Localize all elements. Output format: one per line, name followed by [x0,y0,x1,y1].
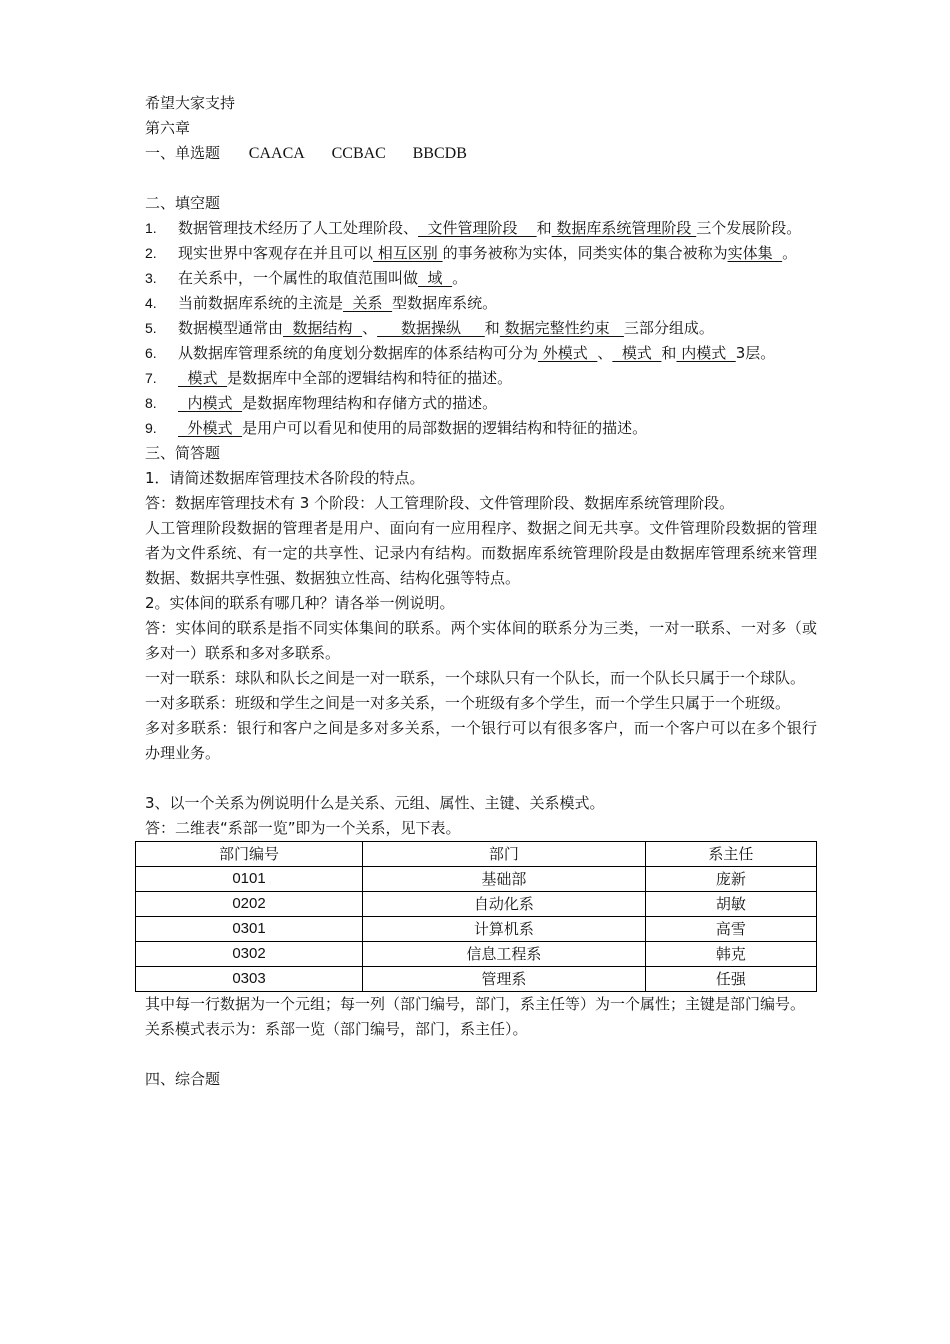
answer-blank: 数据操纵 [377,319,485,337]
item-number: 2. [145,245,157,261]
item-text [178,216,817,241]
table-header-row [136,842,817,867]
answer-2: 答：实体间的联系是指不同实体集间的联系。两个实体间的联系分为三类，一对一联系、一对多（或多对一）联系和多对多联系。 [145,619,817,662]
item-number: 4. [145,295,157,311]
answer-blank: 数据库系统管理阶段 [551,219,697,237]
item-text-segment: 是用户可以看见和使用的局部数据的逻辑结构和特征的描述。 [242,419,648,437]
answer-blank: 内模式 [676,344,736,362]
mcq-answer-group: CCBAC [331,145,386,162]
item-text-segment: 三部分组成。 [623,319,714,337]
fill-blank-item [145,241,817,266]
table-cell: 任强 [645,967,816,992]
table-row [136,942,817,967]
support-line: 希望大家支持 [145,94,236,112]
table-cell: 0302 [136,942,363,967]
item-number: 9. [145,420,157,436]
table-explanation: 其中每一行数据为一个元组；每一列（部门编号，部门，系主任等）为一个属性；主键是部门编号。 [145,995,806,1013]
table-header-cell: 部门编号 [136,842,363,867]
answer-blank: 外模式 [538,344,598,362]
table-header-cell: 部门 [363,842,646,867]
answer-blank: 关系 [343,294,393,312]
item-text-segment: 、 [597,344,613,362]
item-text [178,366,817,391]
comprehensive-title: 四、综合题 [145,1070,221,1088]
item-text-segment: 当前数据库系统的主流是 [178,294,344,312]
item-text [178,241,817,266]
table-cell: 管理系 [363,967,646,992]
answer-3: 答：二维表“系部一览”即为一个关系，见下表。 [145,819,461,837]
answer-blank: 模式 [612,344,662,362]
answer-blank: 外模式 [178,419,243,437]
fill-blank-list [145,216,817,441]
table-row [136,892,817,917]
item-text [178,341,817,366]
item-text [178,316,817,341]
item-number: 5. [145,320,157,336]
item-text-segment: 的事务被称为实体，同类实体的集合被称为 [442,244,728,262]
item-text-segment: 型数据库系统。 [392,294,498,312]
item-text-segment: 从数据库管理系统的角度划分数据库的体系结构可分为 [178,344,539,362]
answer-blank: 数据完整性约束 [499,319,624,337]
item-text [178,391,817,416]
item-text [178,266,817,291]
fill-blank-item [145,291,817,316]
mcq-section [145,141,817,166]
answer-blank: 模式 [178,369,228,387]
item-text-segment: 。 [452,269,468,287]
fill-blank-title: 二、填空题 [145,194,221,212]
table-cell: 计算机系 [363,917,646,942]
fill-blank-item [145,216,817,241]
item-text-segment: 三个发展阶段。 [696,219,802,237]
item-text-segment: 是数据库物理结构和存储方式的描述。 [242,394,498,412]
chapter-title: 第六章 [145,119,191,137]
item-text [178,416,817,441]
table-row [136,867,817,892]
table-row [136,917,817,942]
table-cell: 信息工程系 [363,942,646,967]
item-number: 6. [145,345,157,361]
item-text-segment: 数据模型通常由 [178,319,284,337]
item-text-segment: 是数据库中全部的逻辑结构和特征的描述。 [227,369,513,387]
item-text-segment: 3层。 [735,344,776,362]
answer-1-body: 人工管理阶段数据的管理者是用户、面向有一应用程序、数据之间无共享。文件管理阶段数据的管理者为文件系统、有一定的共享性、记录内有结构。而数据库系统管理阶段是由数据库管理系统来管理数据、数据共享性强、数据独立性高、结构化强等特点。 [145,519,817,587]
fill-blank-item [145,416,817,441]
mcq-answer-group: BBCDB [412,145,467,162]
item-text [178,291,817,316]
question-1: 1．请简述数据库管理技术各阶段的特点。 [145,469,425,487]
answer-blank: 内模式 [178,394,243,412]
answer-blank: 实体集 [727,244,783,262]
table-cell: 韩克 [645,942,816,967]
many-to-many-example: 多对多联系：银行和客户之间是多对多关系，一个银行可以有很多客户，而一个客户可以在多个银行办理业务。 [145,719,817,762]
table-cell: 庞新 [645,867,816,892]
fill-blank-item [145,316,817,341]
question-3: 3、以一个关系为例说明什么是关系、元组、属性、主键、关系模式。 [145,794,605,812]
fill-blank-item [145,366,817,391]
short-answer-title: 三、简答题 [145,444,221,462]
item-text-segment: 在关系中，一个属性的取值范围叫做 [178,269,419,287]
table-cell: 0202 [136,892,363,917]
question-2: 2。实体间的联系有哪几种？请各举一例说明。 [145,594,455,612]
item-number: 3. [145,270,157,286]
mcq-answer-group: CAACA [248,145,305,162]
item-text-segment: 和 [484,319,500,337]
fill-blank-item [145,266,817,291]
one-to-one-example: 一对一联系：球队和队长之间是一对一联系，一个球队只有一个队长，而一个队长只属于一个球队。 [145,669,806,687]
item-text-segment: 和 [536,219,552,237]
answer-blank: 文件管理阶段 [418,219,537,237]
fill-blank-item [145,341,817,366]
document-page [145,91,817,1092]
item-text-segment: 和 [661,344,677,362]
item-text-segment: 、 [362,319,378,337]
table-row [136,967,817,992]
answer-blank: 相互区别 [373,244,443,262]
item-text-segment: 数据管理技术经历了人工处理阶段、 [178,219,419,237]
department-table [135,841,817,992]
table-cell: 0301 [136,917,363,942]
one-to-many-example: 一对多联系：班级和学生之间是一对多关系，一个班级有多个学生，而一个学生只属于一个班级。 [145,694,791,712]
answer-blank: 域 [418,269,453,287]
item-number: 7. [145,370,157,386]
item-number: 1. [145,220,157,236]
answer-1-first: 答：数据库管理技术有 3 个阶段：人工管理阶段、文件管理阶段、数据库系统管理阶段。 [145,494,735,512]
fill-blank-item [145,391,817,416]
table-cell: 高雪 [645,917,816,942]
answer-blank: 数据结构 [283,319,363,337]
mcq-title: 一、单选题 [145,144,221,162]
table-header-cell: 系主任 [645,842,816,867]
table-cell: 0101 [136,867,363,892]
table-cell: 基础部 [363,867,646,892]
item-text-segment: 现实世界中客观存在并且可以 [178,244,374,262]
table-cell: 胡敏 [645,892,816,917]
item-text-segment: 。 [782,244,798,262]
table-cell: 自动化系 [363,892,646,917]
relation-schema: 关系模式表示为：系部一览（部门编号，部门，系主任）。 [145,1020,528,1038]
item-number: 8. [145,395,157,411]
table-cell: 0303 [136,967,363,992]
